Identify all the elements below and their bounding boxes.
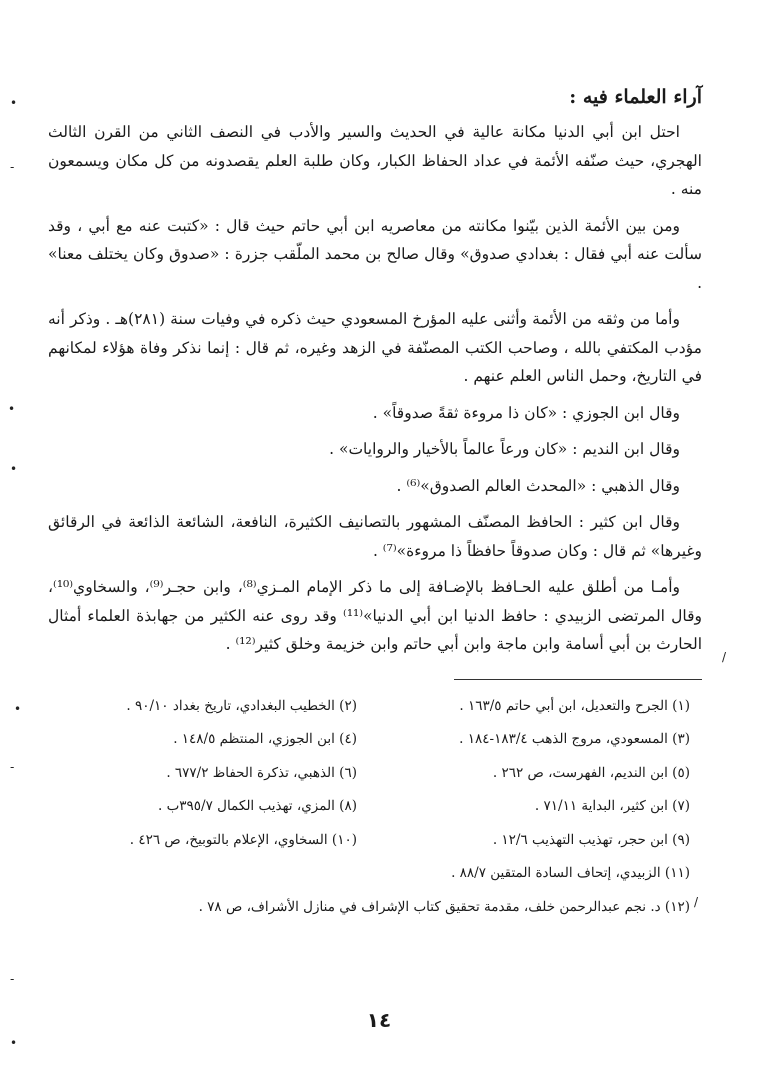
quote-ibn-alnadim: وقال ابن النديم : «كان ورعاً عالماً بالأخيار والروايات» . bbox=[329, 440, 680, 458]
margin-mark: / bbox=[722, 650, 727, 664]
footnote-separator bbox=[454, 679, 702, 680]
footnote-4: (٤) ابن الجوزي، المنتظم ١٤٨/٥ . bbox=[173, 731, 357, 747]
margin-mark: • bbox=[10, 96, 18, 110]
margin-mark: • bbox=[8, 402, 16, 416]
margin-mark: • bbox=[10, 1036, 18, 1050]
margin-mark: - bbox=[10, 160, 15, 174]
paragraph-3: وأما من وثقه من الأئمة وأثنى عليه المؤرخ المسعودي حيث ذكره في وفيات سنة (٢٨١)هـ . وذكر أنه مؤدب المكتفي بالله ، وصاحب الكتب المصنّفة في الزهد وغيره، ثم قال : إنما نذكر وفاة هؤلاء لمكانهم في التاريخ، وحمل الناس العلم عنهم . bbox=[48, 310, 702, 385]
footnote-6: (٦) الذهبي، تذكرة الحفاظ ٦٧٧/٢ . bbox=[166, 764, 357, 781]
footnote-12: (١٢) د. نجم عبدالرحمن خلف، مقدمة تحقيق كتاب الإشراف في منازل الأشراف، ص ٧٨ . bbox=[198, 898, 690, 915]
quote-aldhahabi: وقال الذهبي : «المحدث العالم الصدوق»⁽⁶⁾ . bbox=[396, 476, 680, 495]
margin-mark: • bbox=[10, 462, 18, 476]
margin-mark: / bbox=[694, 895, 699, 909]
paragraph-4: وقال ابن كثير : الحافظ المصنّف المشهور بالتصانيف الكثيرة، النافعة، الشائعة الذائعة في الرقائق وغيرها» ثم قال : وكان صدوقاً حافظاً ذا مروءة»⁽⁷⁾ . bbox=[48, 513, 702, 560]
footnote-7: (٧) ابن كثير، البداية ٧١/١١ . bbox=[534, 798, 690, 814]
footnote-11: (١١) الزبيدي، إتحاف السادة المتقين ٨٨/٧ . bbox=[451, 865, 690, 881]
footnote-9: (٩) ابن حجر، تهذيب التهذيب ١٢/٦ . bbox=[492, 831, 690, 848]
paragraph-2: ومن بين الأئمة الذين بيّنوا مكانته من معاصريه ابن أبي حاتم حيث قال : «كتبت عنه مع أبي ، وقد سألت عنه أبي فقال : بغدادي صدوق» وقال صالح بن محمد الملّقب جزرة : «صدوق وكان يختلف معنا» . bbox=[48, 216, 702, 292]
footnote-10: (١٠) السخاوي، الإعلام بالتوبيخ، ص ٤٢٦ . bbox=[129, 831, 357, 848]
paragraph-5: وأمـا من أطلق عليه الحـافظ بالإضـافة إلى ما ذكر الإمام المـزي⁽⁸⁾، وابن حجـر⁽⁹⁾، والسخاوي⁽¹⁰⁾، وقال المرتضى الزبيدي : حافظ الدنيا ابن أبي الدنيا»⁽¹¹⁾ وقد روى عنه الكثير من جهابذة العلماء أمثال الحارث بن أبي أسامة وابن ماجة وابن أبي حاتم وابن خزيمة وخلق كثير⁽¹²⁾ . bbox=[48, 578, 702, 653]
footnotes-grid bbox=[48, 690, 702, 858]
footnote-8: (٨) المزي، تهذيب الكمال ٣٩٥/٧ب . bbox=[157, 798, 357, 814]
footnote-2: (٢) الخطيب البغدادي، تاريخ بغداد ٩٠/١٠ . bbox=[126, 697, 357, 714]
section-heading: آراء العلماء فيه : bbox=[569, 86, 702, 108]
footnote-3: (٣) المسعودي، مروج الذهب ١٨٣/٤-١٨٤ . bbox=[459, 731, 690, 747]
paragraph-1: احتل ابن أبي الدنيا مكانة عالية في الحديث والسير والأدب في النصف الثاني من القرن الثالث الهجري، حيث صنّفه الأئمة في عداد الحفاظ الكبار، وكان طلبة العلم يقصدونه من كل مكان ويسمعون منه . bbox=[48, 123, 702, 198]
quote-ibn-aljawzi: وقال ابن الجوزي : «كان ذا مروءة ثقةً صدوقاً» . bbox=[372, 403, 680, 422]
main-content bbox=[48, 82, 702, 924]
margin-mark: - bbox=[10, 760, 15, 774]
footnote-5: (٥) ابن النديم، الفهرست، ص ٢٦٢ . bbox=[492, 764, 690, 781]
margin-mark: • bbox=[14, 702, 22, 716]
footnote-1: (١) الجرح والتعديل، ابن أبي حاتم ١٦٣/٥ . bbox=[459, 697, 690, 714]
margin-mark: - bbox=[10, 972, 15, 986]
page-number: ١٤ bbox=[366, 1008, 392, 1032]
